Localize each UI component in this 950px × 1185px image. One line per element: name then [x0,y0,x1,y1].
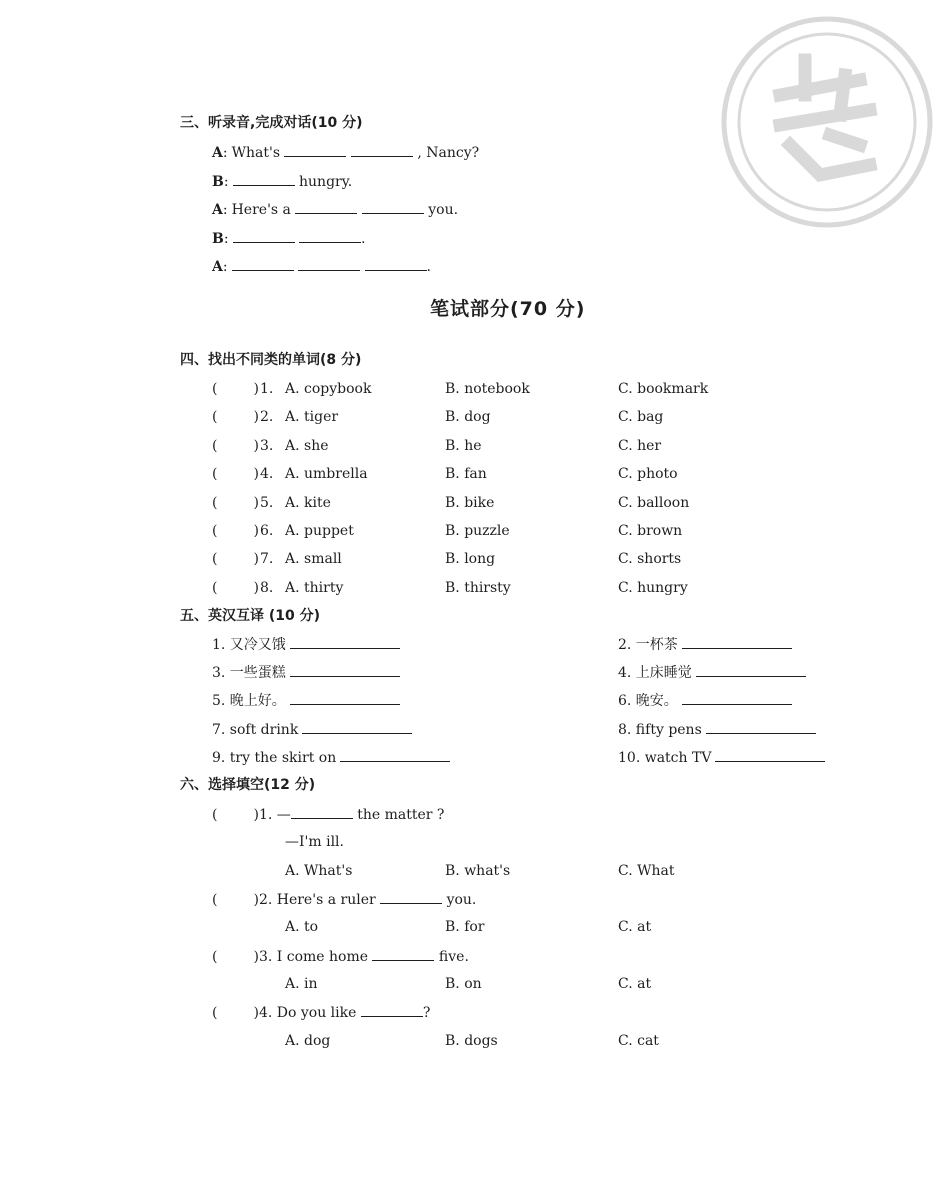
option-b: B. long [445,551,496,567]
answer-paren: ( ) [212,438,259,454]
option-b: B. dog [445,409,491,425]
option-b: B. thirsty [445,580,511,596]
option-a: A. copybook [285,381,372,397]
dialogue-line: B: hungry. [212,174,353,190]
s6-q1-option-c: C. What [618,863,675,879]
answer-blank[interactable] [299,229,361,243]
item-number: 4. [260,466,274,482]
speaker-label: A [212,202,223,218]
paren-close: ) [253,807,259,823]
answer-paren: ( ) [212,495,259,511]
answer-blank[interactable] [696,663,806,677]
answer-blank[interactable] [372,947,434,961]
answer-blank[interactable] [362,200,424,214]
section4-title: 四、找出不同类的单词(8 分) [180,352,362,368]
answer-blank[interactable] [340,748,450,762]
answer-blank[interactable] [295,200,357,214]
item-number: 6. [260,523,274,539]
translation-item: 10. watch TV [618,748,825,767]
s6-q2-option-a: A. to [285,919,319,935]
option-c: C. brown [618,523,683,539]
item-number: 5. [260,495,274,511]
s6-q1-stem: ( )1. — the matter ? [212,807,445,823]
translation-item: 8. fifty pens [618,720,816,739]
option-a: A. tiger [285,409,339,425]
option-c: C. shorts [618,551,682,567]
s6-q4-stem: ( )4. Do you like ? [212,1005,431,1021]
answer-blank[interactable] [290,691,400,705]
answer-blank[interactable] [715,748,825,762]
answer-blank[interactable] [361,1003,423,1017]
option-c: C. bag [618,409,664,425]
option-a: A. she [285,438,329,454]
answer-blank[interactable] [380,890,442,904]
answer-paren: ( ) [212,551,259,567]
speaker-label: A [212,259,223,275]
answer-blank[interactable] [233,229,295,243]
answer-blank[interactable] [290,663,400,677]
answer-paren: ( ) [212,381,259,397]
speaker-label: B [212,174,224,190]
section5-title: 五、英汉互译 (10 分) [180,608,321,624]
option-c: C. hungry [618,580,688,596]
answer-blank[interactable] [351,143,413,157]
option-a: A. puppet [285,523,354,539]
answer-blank[interactable] [682,691,792,705]
translation-item: 2. 一杯茶 [618,635,792,654]
s6-q1-reply: —I'm ill. [285,834,344,850]
option-c: C. photo [618,466,678,482]
s6-q4-option-c: C. cat [618,1033,659,1049]
option-c: C. balloon [618,495,690,511]
option-a: A. thirty [285,580,344,596]
option-c: C. bookmark [618,381,709,397]
watermark-logo [720,15,935,230]
answer-blank[interactable] [233,172,295,186]
option-c: C. her [618,438,662,454]
answer-blank[interactable] [298,257,360,271]
written-part-title: 笔试部分(70 分) [430,298,586,320]
option-b: B. fan [445,466,487,482]
option-b: B. notebook [445,381,530,397]
answer-blank[interactable] [365,257,427,271]
translation-item: 5. 晚上好。 [212,691,400,710]
answer-paren: ( ) [212,409,259,425]
s6-q1-option-b: B. what's [445,863,511,879]
item-number: 1. [260,381,274,397]
answer-blank[interactable] [302,720,412,734]
translation-item: 1. 又冷又饿 [212,635,400,654]
dialogue-line: A: What's , Nancy? [212,145,480,161]
translation-item: 9. try the skirt on [212,748,450,767]
translation-item: 7. soft drink [212,720,412,739]
speaker-label: A [212,145,223,161]
option-b: B. bike [445,495,495,511]
answer-paren: ( ) [212,523,259,539]
option-a: A. kite [285,495,331,511]
answer-blank[interactable] [682,635,792,649]
paren-open: ( [212,807,218,823]
s6-q3-stem: ( )3. I come home five. [212,949,469,965]
speaker-label: B [212,231,224,247]
s6-q3-option-a: A. in [285,976,318,992]
option-b: B. he [445,438,482,454]
s6-q2-option-c: C. at [618,919,652,935]
dialogue-line: A: . [212,259,431,275]
item-number: 8. [260,580,274,596]
s6-q1-option-a: A. What's [285,863,353,879]
s6-q3-option-b: B. on [445,976,482,992]
answer-blank[interactable] [232,257,294,271]
item-number: 3. [260,438,274,454]
answer-paren: ( ) [212,580,259,596]
item-number: 7. [260,551,274,567]
s6-q4-option-b: B. dogs [445,1033,498,1049]
translation-item: 3. 一些蛋糕 [212,663,400,682]
translation-item: 6. 晚安。 [618,691,792,710]
s6-q3-option-c: C. at [618,976,652,992]
section3-title: 三、听录音,完成对话(10 分) [180,115,363,131]
answer-blank[interactable] [291,805,353,819]
option-a: A. umbrella [285,466,368,482]
answer-blank[interactable] [706,720,816,734]
dialogue-line: A: Here's a you. [212,202,459,218]
answer-blank[interactable] [290,635,400,649]
answer-blank[interactable] [284,143,346,157]
s6-q2-option-b: B. for [445,919,485,935]
section6-title: 六、选择填空(12 分) [180,777,316,793]
option-a: A. small [285,551,342,567]
s6-q4-option-a: A. dog [285,1033,331,1049]
dialogue-line: B: . [212,231,366,247]
item-number: 2. [260,409,274,425]
answer-paren: ( ) [212,466,259,482]
s6-q2-stem: ( )2. Here's a ruler you. [212,892,477,908]
option-b: B. puzzle [445,523,510,539]
translation-item: 4. 上床睡觉 [618,663,806,682]
